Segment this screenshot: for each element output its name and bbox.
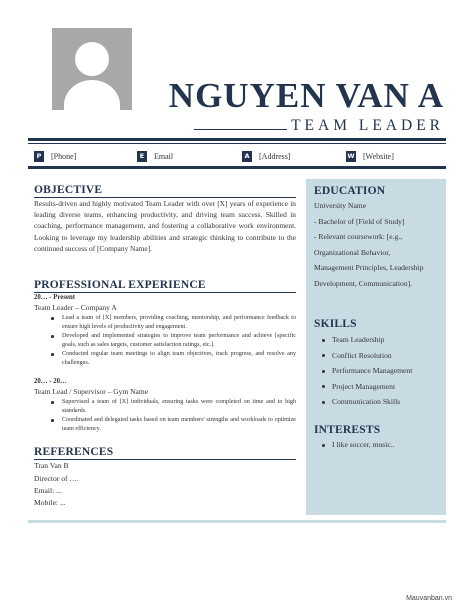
- contact-website: [346, 149, 394, 163]
- header-rule-top: [28, 138, 446, 141]
- job-1-bullet: Lead a team of [X] members, providing coaching, mentorship, and performance feedback to ensure high levels of productivity and engagement.: [48, 314, 296, 331]
- experience-rule: [34, 292, 296, 293]
- candidate-name: NGUYEN VAN A: [168, 76, 444, 115]
- education-line: - Relevant coursework: [e.g.,: [314, 232, 403, 241]
- education-details: [314, 198, 442, 291]
- skills-list: [314, 332, 442, 410]
- job-title: TEAM LEADER: [287, 118, 444, 134]
- interests-list: [314, 437, 442, 453]
- education-line: University Name: [314, 201, 367, 210]
- reference-email: Email: ...: [34, 486, 62, 495]
- job-2-dates: 20… - 20…: [34, 378, 67, 385]
- references-heading: REFERENCES: [34, 446, 114, 458]
- education-line: Development, Communication].: [314, 278, 413, 288]
- education-heading: EDUCATION: [314, 185, 386, 197]
- skill-item: Communication Skills: [314, 394, 442, 410]
- job-1-role: Team Leader – Company A: [34, 303, 117, 312]
- job-2-bullet: Coordinated and delegated tasks based on team members' strengths and workloads to optimize team efficiency.: [48, 416, 296, 433]
- website-icon: W: [347, 151, 355, 160]
- address-icon: A: [242, 151, 252, 162]
- skill-item: Conflict Resolution: [314, 348, 442, 364]
- objective-heading: OBJECTIVE: [34, 184, 103, 196]
- contact-rule-bottom: [28, 166, 446, 169]
- reference-name: Tran Van B: [34, 461, 69, 470]
- interests-heading: INTERESTS: [314, 424, 381, 436]
- email-icon: E: [137, 151, 147, 162]
- reference-mobile: Mobile: ...: [34, 498, 66, 507]
- avatar-head-shape: [75, 42, 109, 76]
- education-line: Organizational Behavior,: [314, 247, 391, 257]
- header-rule-top-thin: [28, 143, 446, 144]
- job-1-bullet: Conducted regular team meetings to align team objectives, track progress, and resolve any challenges.: [48, 350, 296, 367]
- job-1-dates: 20… - Present: [34, 294, 76, 301]
- reference-position: Director of ….: [34, 474, 79, 483]
- job-2-role: Team Lead / Supervisor – Gym Name: [34, 387, 149, 396]
- contact-phone-text: [Phone]: [51, 151, 77, 161]
- contact-email-text: Email: [154, 151, 174, 161]
- contact-address: [242, 149, 291, 163]
- skill-item: Project Management: [314, 379, 442, 395]
- skill-item: Performance Management: [314, 363, 442, 379]
- contact-website-text: [Website]: [363, 151, 394, 161]
- job-1-bullets: [48, 314, 296, 369]
- experience-heading: PROFESSIONAL EXPERIENCE: [34, 279, 206, 291]
- skills-heading: SKILLS: [314, 318, 357, 330]
- job-2-bullet: Supervised a team of [X] individuals, ensuring tasks were completed on time and to high standards.: [48, 398, 296, 415]
- education-line: - Bachelor of [Field of Study]: [314, 216, 405, 226]
- profile-photo-placeholder: [52, 28, 132, 110]
- contact-address-text: [Address]: [259, 151, 291, 161]
- watermark: Mauvanban.vn: [406, 595, 452, 602]
- job-2-bullets: [48, 398, 296, 434]
- contact-bar: [34, 149, 444, 163]
- contact-email: [137, 149, 173, 163]
- job-1-bullet: Developed and implemented strategies to improve team performance and achieve [specific goals, such as sales targets, customer satisfaction ratings, etc.].: [48, 332, 296, 349]
- skill-item: Team Leadership: [314, 332, 442, 348]
- references-rule: [34, 459, 296, 460]
- objective-text: Results-driven and highly motivated Team Leader with over [X] years of experience in leading diverse teams, enhancing productivity, and driving team success. Skilled in coaching, performance management, and fostering a collaborative work environment. Looking to leverage my leadership abilities and strategic thinking to contribute to the continued success of [Company Name].: [34, 199, 296, 253]
- interest-item: I like soccer, music..: [314, 437, 442, 453]
- sidebar-panel: [306, 179, 446, 515]
- contact-phone: [34, 149, 76, 163]
- footer-rule: [28, 520, 446, 523]
- education-line: Management Principles, Leadership: [314, 263, 424, 272]
- phone-icon: P: [34, 151, 44, 162]
- avatar-shoulders-shape: [64, 80, 120, 110]
